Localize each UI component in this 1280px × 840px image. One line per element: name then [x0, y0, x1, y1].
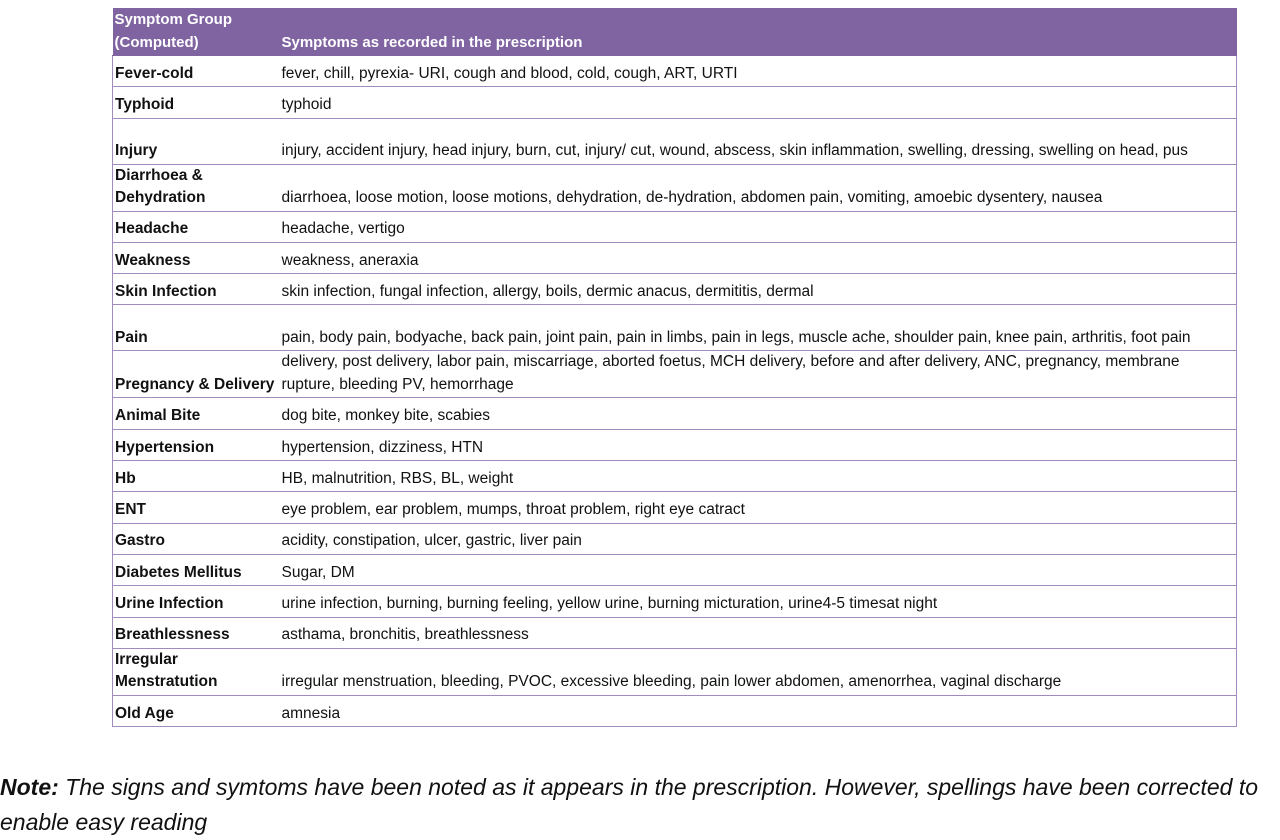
symptoms-cell: delivery, post delivery, labor pain, miscarriage, aborted foetus, MCH delivery, before and after delivery, ANC, pregnancy, membrane rupture, bleeding PV, hemorrhage — [280, 351, 1237, 398]
table-row — [113, 87, 1237, 118]
symptom-group-cell: Fever-cold — [113, 56, 280, 87]
note-label: Note: — [0, 774, 59, 800]
symptom-group-cell: Old Age — [113, 695, 280, 726]
symptoms-cell: irregular menstruation, bleeding, PVOC, excessive bleeding, pain lower abdomen, amenorrhea, vaginal discharge — [280, 648, 1237, 695]
symptoms-cell: weakness, aneraxia — [280, 242, 1237, 273]
table-row — [113, 586, 1237, 617]
symptoms-cell: HB, malnutrition, RBS, BL, weight — [280, 461, 1237, 492]
table-body — [113, 56, 1237, 727]
symptoms-cell: pain, body pain, bodyache, back pain, joint pain, pain in limbs, pain in legs, muscle ache, shoulder pain, knee pain, arthritis, foot pain — [280, 305, 1237, 351]
symptoms-cell: acidity, constipation, ulcer, gastric, liver pain — [280, 523, 1237, 554]
table-row — [113, 305, 1237, 351]
table-row — [113, 523, 1237, 554]
symptoms-cell: injury, accident injury, head injury, burn, cut, injury/ cut, wound, abscess, skin inflammation, swelling, dressing, swelling on head, pus — [280, 118, 1237, 164]
table-row — [113, 554, 1237, 585]
table-row — [113, 695, 1237, 726]
symptom-group-cell: Skin Infection — [113, 274, 280, 305]
symptoms-cell: dog bite, monkey bite, scabies — [280, 398, 1237, 429]
header-symptom-group — [113, 8, 280, 56]
symptom-group-cell: Animal Bite — [113, 398, 280, 429]
symptoms-cell: asthama, bronchitis, breathlessness — [280, 617, 1237, 648]
symptom-group-cell: Hypertension — [113, 429, 280, 460]
symptoms-cell: fever, chill, pyrexia- URI, cough and blood, cold, cough, ART, URTI — [280, 56, 1237, 87]
symptoms-cell: urine infection, burning, burning feeling, yellow urine, burning micturation, urine4-5 timesat night — [280, 586, 1237, 617]
symptoms-cell: amnesia — [280, 695, 1237, 726]
table-row — [113, 274, 1237, 305]
table-row — [113, 617, 1237, 648]
table-row — [113, 118, 1237, 164]
symptom-group-cell: Irregular Menstratution — [113, 648, 280, 695]
symptoms-cell: typhoid — [280, 87, 1237, 118]
symptoms-cell: hypertension, dizziness, HTN — [280, 429, 1237, 460]
symptoms-cell: headache, vertigo — [280, 211, 1237, 242]
note-text: The signs and symtoms have been noted as it appears in the prescription. However, spellings have been corrected to enable easy reading — [0, 774, 1259, 835]
header-symptoms: Symptoms as recorded in the prescription — [280, 8, 1237, 56]
symptom-group-cell: Weakness — [113, 242, 280, 273]
table-row — [113, 242, 1237, 273]
symptom-group-table — [112, 8, 1237, 727]
table-row — [113, 351, 1237, 398]
footnote — [0, 770, 1280, 840]
symptom-group-cell: Breathlessness — [113, 617, 280, 648]
symptom-group-cell: Injury — [113, 118, 280, 164]
symptom-group-cell: Pain — [113, 305, 280, 351]
table-row — [113, 211, 1237, 242]
table-row — [113, 492, 1237, 523]
symptoms-cell: skin infection, fungal infection, allergy, boils, dermic anacus, dermititis, dermal — [280, 274, 1237, 305]
symptom-group-cell: Hb — [113, 461, 280, 492]
table-row — [113, 398, 1237, 429]
symptoms-cell: Sugar, DM — [280, 554, 1237, 585]
symptom-group-cell: Diarrhoea & Dehydration — [113, 164, 280, 211]
header-group-line2: (Computed) — [114, 34, 199, 51]
header-group-line1: Symptom Group — [114, 11, 233, 28]
table-row — [113, 429, 1237, 460]
symptom-group-cell: Typhoid — [113, 87, 280, 118]
table-row — [113, 164, 1237, 211]
symptom-group-cell: ENT — [113, 492, 280, 523]
table-header-row — [113, 8, 1237, 56]
symptoms-cell: eye problem, ear problem, mumps, throat problem, right eye catract — [280, 492, 1237, 523]
symptom-group-cell: Urine Infection — [113, 586, 280, 617]
symptom-group-cell: Gastro — [113, 523, 280, 554]
symptoms-cell: diarrhoea, loose motion, loose motions, dehydration, de-hydration, abdomen pain, vomiting, amoebic dysentery, nausea — [280, 164, 1237, 211]
symptom-group-cell: Pregnancy & Delivery — [113, 351, 280, 398]
table-row — [113, 461, 1237, 492]
table-row — [113, 56, 1237, 87]
table-row — [113, 648, 1237, 695]
symptom-group-cell: Diabetes Mellitus — [113, 554, 280, 585]
symptom-group-cell: Headache — [113, 211, 280, 242]
symptom-table-container — [112, 8, 1236, 727]
